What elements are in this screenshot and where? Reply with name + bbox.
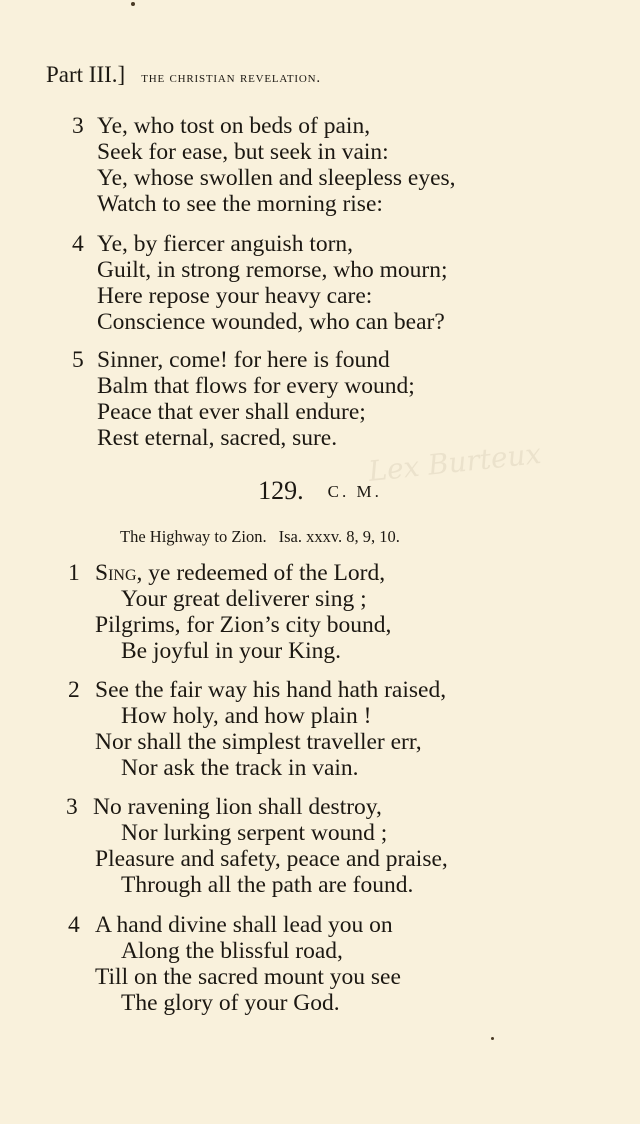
stanza-number: 3 [66,794,78,820]
scripture-reference: Isa. xxxv. 8, 9, 10. [278,527,400,546]
verse-line: Ye, who tost on beds of pain, [97,113,371,139]
verse-line-rest: ye redeemed of the Lord, [148,560,386,586]
verse-line: Balm that flows for every wound; [97,373,415,399]
running-header [46,62,606,88]
verse-line: Pleasure and safety, peace and praise, [95,846,448,872]
verse-line: Ye, by fiercer anguish torn, [97,231,354,257]
stanza-number: 2 [68,677,80,703]
verse-line: Till on the sacred mount you see [95,964,401,990]
verse-line: Through all the path are found. [121,872,414,898]
verse-line: Nor shall the simplest traveller err, [95,729,422,755]
verse-line: The glory of your God. [121,990,340,1016]
verse-line: Nor ask the track in vain. [121,755,359,781]
verse-line: Sinner, come! for here is found [97,347,390,373]
verse-line: Guilt, in strong remorse, who mourn; [97,257,448,283]
verse-line: Here repose your heavy care: [97,283,373,309]
verse-line: How holy, and how plain ! [121,703,372,729]
verse-line: Seek for ease, but seek in vain: [97,139,389,165]
stanza-number: 4 [72,231,84,257]
verse-line: Your great deliverer sing ; [121,586,367,612]
verse-line: Be joyful in your King. [121,638,341,664]
initial-word: Sing, [95,560,143,586]
ink-speck [491,1037,494,1040]
verse-line: Ye, whose swollen and sleepless eyes, [97,165,456,191]
verse-line: Along the blissful road, [121,938,343,964]
section-title: the christian revelation. [141,70,321,86]
verse-line: See the fair way his hand hath raised, [95,677,447,703]
verse-line: Conscience wounded, who can bear? [97,309,445,335]
stanza-number: 4 [68,912,80,938]
verse-line: Pilgrims, for Zion’s city bound, [95,612,392,638]
verse-line: Watch to see the morning rise: [97,191,383,217]
hymn-meter: C. M. [327,482,382,501]
verse-line: No ravening lion shall destroy, [93,794,382,820]
hymn-heading [0,476,640,506]
hymn-number: 129. [258,476,304,505]
stanza-number: 1 [68,560,80,586]
hymn-subtitle [120,527,400,547]
ink-speck [131,2,135,6]
verse-line: Nor lurking serpent wound ; [121,820,388,846]
stanza-number: 5 [72,347,84,373]
verse-line: Rest eternal, sacred, sure. [97,425,338,451]
hymn-subtitle-text: The Highway to Zion. [120,527,267,546]
faint-library-stamp: Lex Burteux [366,437,543,488]
stanza-number: 3 [72,113,84,139]
part-label: Part III.] [46,62,126,87]
verse-line: Peace that ever shall endure; [97,399,366,425]
verse-line [95,560,385,586]
verse-line: A hand divine shall lead you on [95,912,393,938]
